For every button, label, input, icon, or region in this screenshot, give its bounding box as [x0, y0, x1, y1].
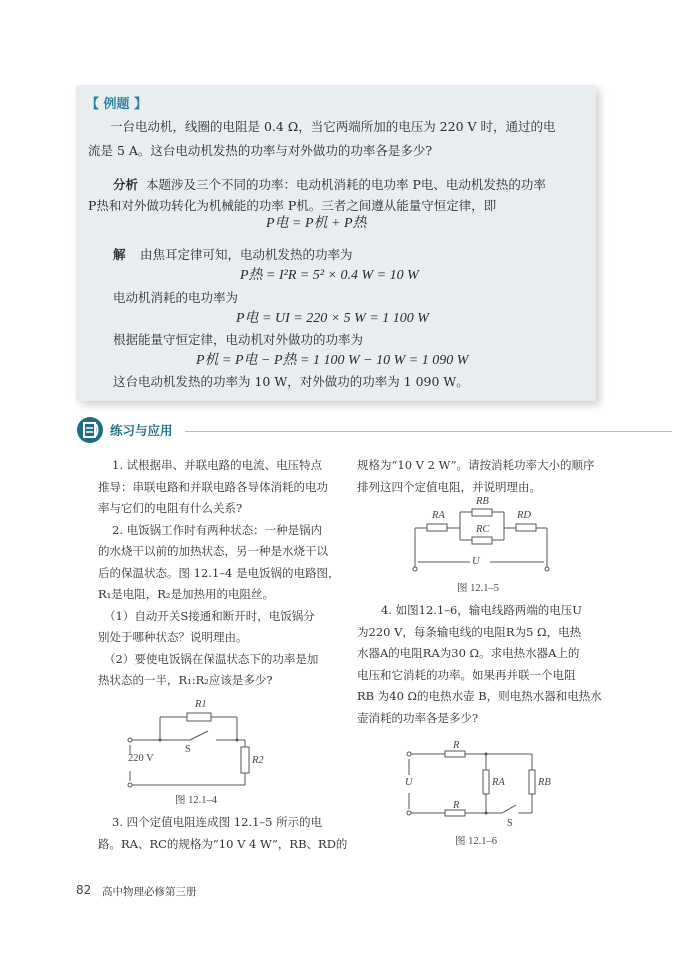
exercise-icon [77, 417, 103, 443]
solution-label-text: 解 [113, 247, 126, 262]
fig4-voltage-label: 220 V [128, 753, 154, 764]
circuit-figure-12-1-6 [400, 745, 550, 820]
fig6-r-top-label: R [453, 740, 460, 751]
fig4-r1-label: R1 [195, 699, 207, 710]
ex3-line-4: 排列这四个定值电阻，并说明理由。 [357, 479, 541, 494]
conclusion-line: 这台电动机发热的功率为 10 W，对外做功的功率为 1 090 W。 [113, 374, 469, 389]
ex2-part1-line-1: （1）自动开关S接通和断开时，电饭锅分 [104, 608, 315, 623]
ex1-line-3: 率与它们的电阻有什么关系? [98, 501, 243, 515]
example-tag: 【 例题 】 [86, 97, 148, 112]
page-number: 82 [76, 883, 92, 897]
fig5-ra-label: RA [432, 510, 445, 521]
formula-mechanical-power: P机 = P电 − P热 = 1 100 W − 10 W = 1 090 W [196, 353, 469, 368]
ex2-line-3: 后的保温状态。图 12.1–4 是电饭锅的电路图， [98, 565, 340, 580]
analysis-line-1: 本题涉及三个不同的功率：电动机消耗的电功率 P电、电动机发热的功率 [146, 177, 546, 192]
exercise-left-column [98, 455, 339, 692]
ex2-part1-line-2: 别处于哪种状态？说明理由。 [98, 630, 248, 644]
fig5-rc-label: RC [476, 524, 490, 535]
analysis-label [113, 177, 138, 193]
fig6-r-bottom-label: R [453, 800, 460, 811]
fig6-rb-label: RB [538, 777, 551, 788]
analysis-label-text: 分析 [113, 177, 139, 192]
ex2-line-2: 的水烧干以前的加热状态，另一种是水烧干以 [98, 544, 328, 558]
ex3-line-1: 3. 四个定值电阻连成图 12.1–5 所示的电 [112, 815, 323, 829]
fig5-caption: 图 12.1–5 [457, 583, 499, 594]
ex1-line-2: 推导：串联电路和并联电路各导体消耗的电功 [98, 479, 328, 494]
formula-energy-conservation: P电 = P机 + P热 [266, 216, 367, 231]
question-line-2: 流是 5 A。这台电动机发热的功率与对外做功的功率各是多少? [88, 143, 433, 158]
exercise-3-left [98, 812, 347, 855]
solution-label [113, 247, 126, 263]
exercise-3-right [357, 455, 595, 498]
fig6-switch-label: S [507, 818, 513, 829]
fig4-r2-label: R2 [252, 755, 264, 766]
ex2-part2-line-1: （2）要使电饭锅在保温状态下的功率是加 [104, 651, 319, 666]
ex4-line-3: 水器A的电阻RA为30 Ω。求电热水器A上的 [357, 646, 580, 660]
ex4-line-2: 为220 V，每条输电线的电阻R为5 Ω，电热 [357, 624, 582, 639]
solution-line-3: 根据能量守恒定律，电动机对外做功的功率为 [113, 332, 364, 347]
fig6-u-label: U [405, 777, 413, 788]
ex4-line-1: 4. 如图12.1–6，输电线路两端的电压U [381, 603, 582, 617]
fig5-rb-label: RB [476, 496, 489, 507]
question-line-1: 一台电动机，线圈的电阻是 0.4 Ω，当它两端所加的电压为 220 V 时，通过的电 [110, 119, 556, 134]
exercise-4 [357, 600, 602, 729]
fig6-ra-label: RA [492, 777, 505, 788]
ex2-line-4: R₁是电阻，R₂是加热用的电阻丝。 [98, 587, 275, 601]
solution-line-2: 电动机消耗的电功率为 [113, 290, 239, 305]
fig6-caption: 图 12.1–6 [455, 836, 497, 847]
fig5-rd-label: RD [517, 510, 531, 521]
fig4-switch-label: S [185, 744, 191, 755]
formula-electric-power: P电 = UI = 220 × 5 W = 1 100 W [236, 311, 429, 326]
ex4-line-5: RB 为40 Ω的电热水壶 B，则电热水器和电热水 [357, 689, 602, 703]
fig4-caption: 图 12.1–4 [175, 795, 217, 806]
ex2-line-1: 2. 电饭锅工作时有两种状态：一种是锅内 [112, 522, 323, 537]
ex2-part2-line-2: 热状态的一半，R₁:R₂应该是多少? [98, 673, 273, 687]
solution-line-1: 由焦耳定律可知，电动机发热的功率为 [140, 247, 353, 262]
formula-heat-power: P热 = I²R = 5² × 0.4 W = 10 W [240, 268, 419, 283]
section-divider [185, 431, 672, 432]
ex4-line-6: 壶消耗的功率各是多少? [357, 710, 479, 725]
book-title: 高中物理必修第三册 [102, 886, 197, 898]
fig5-u-label: U [472, 556, 480, 567]
section-title: 练习与应用 [110, 423, 173, 438]
analysis-line-2: P热和对外做功转化为机械能的功率 P机。三者之间遵从能量守恒定律，即 [88, 198, 497, 213]
ex4-line-4: 电压和它消耗的功率。如果再并联一个电阻 [357, 667, 576, 682]
ex1-line-1: 1. 试根据串、并联电路的电流、电压特点 [112, 458, 323, 472]
ex3-line-3: 规格为“10 V 2 W”。请按消耗功率大小的顺序 [357, 458, 595, 472]
ex3-line-2: 路。RA、RC的规格为“10 V 4 W”，RB、RD的 [98, 836, 348, 851]
